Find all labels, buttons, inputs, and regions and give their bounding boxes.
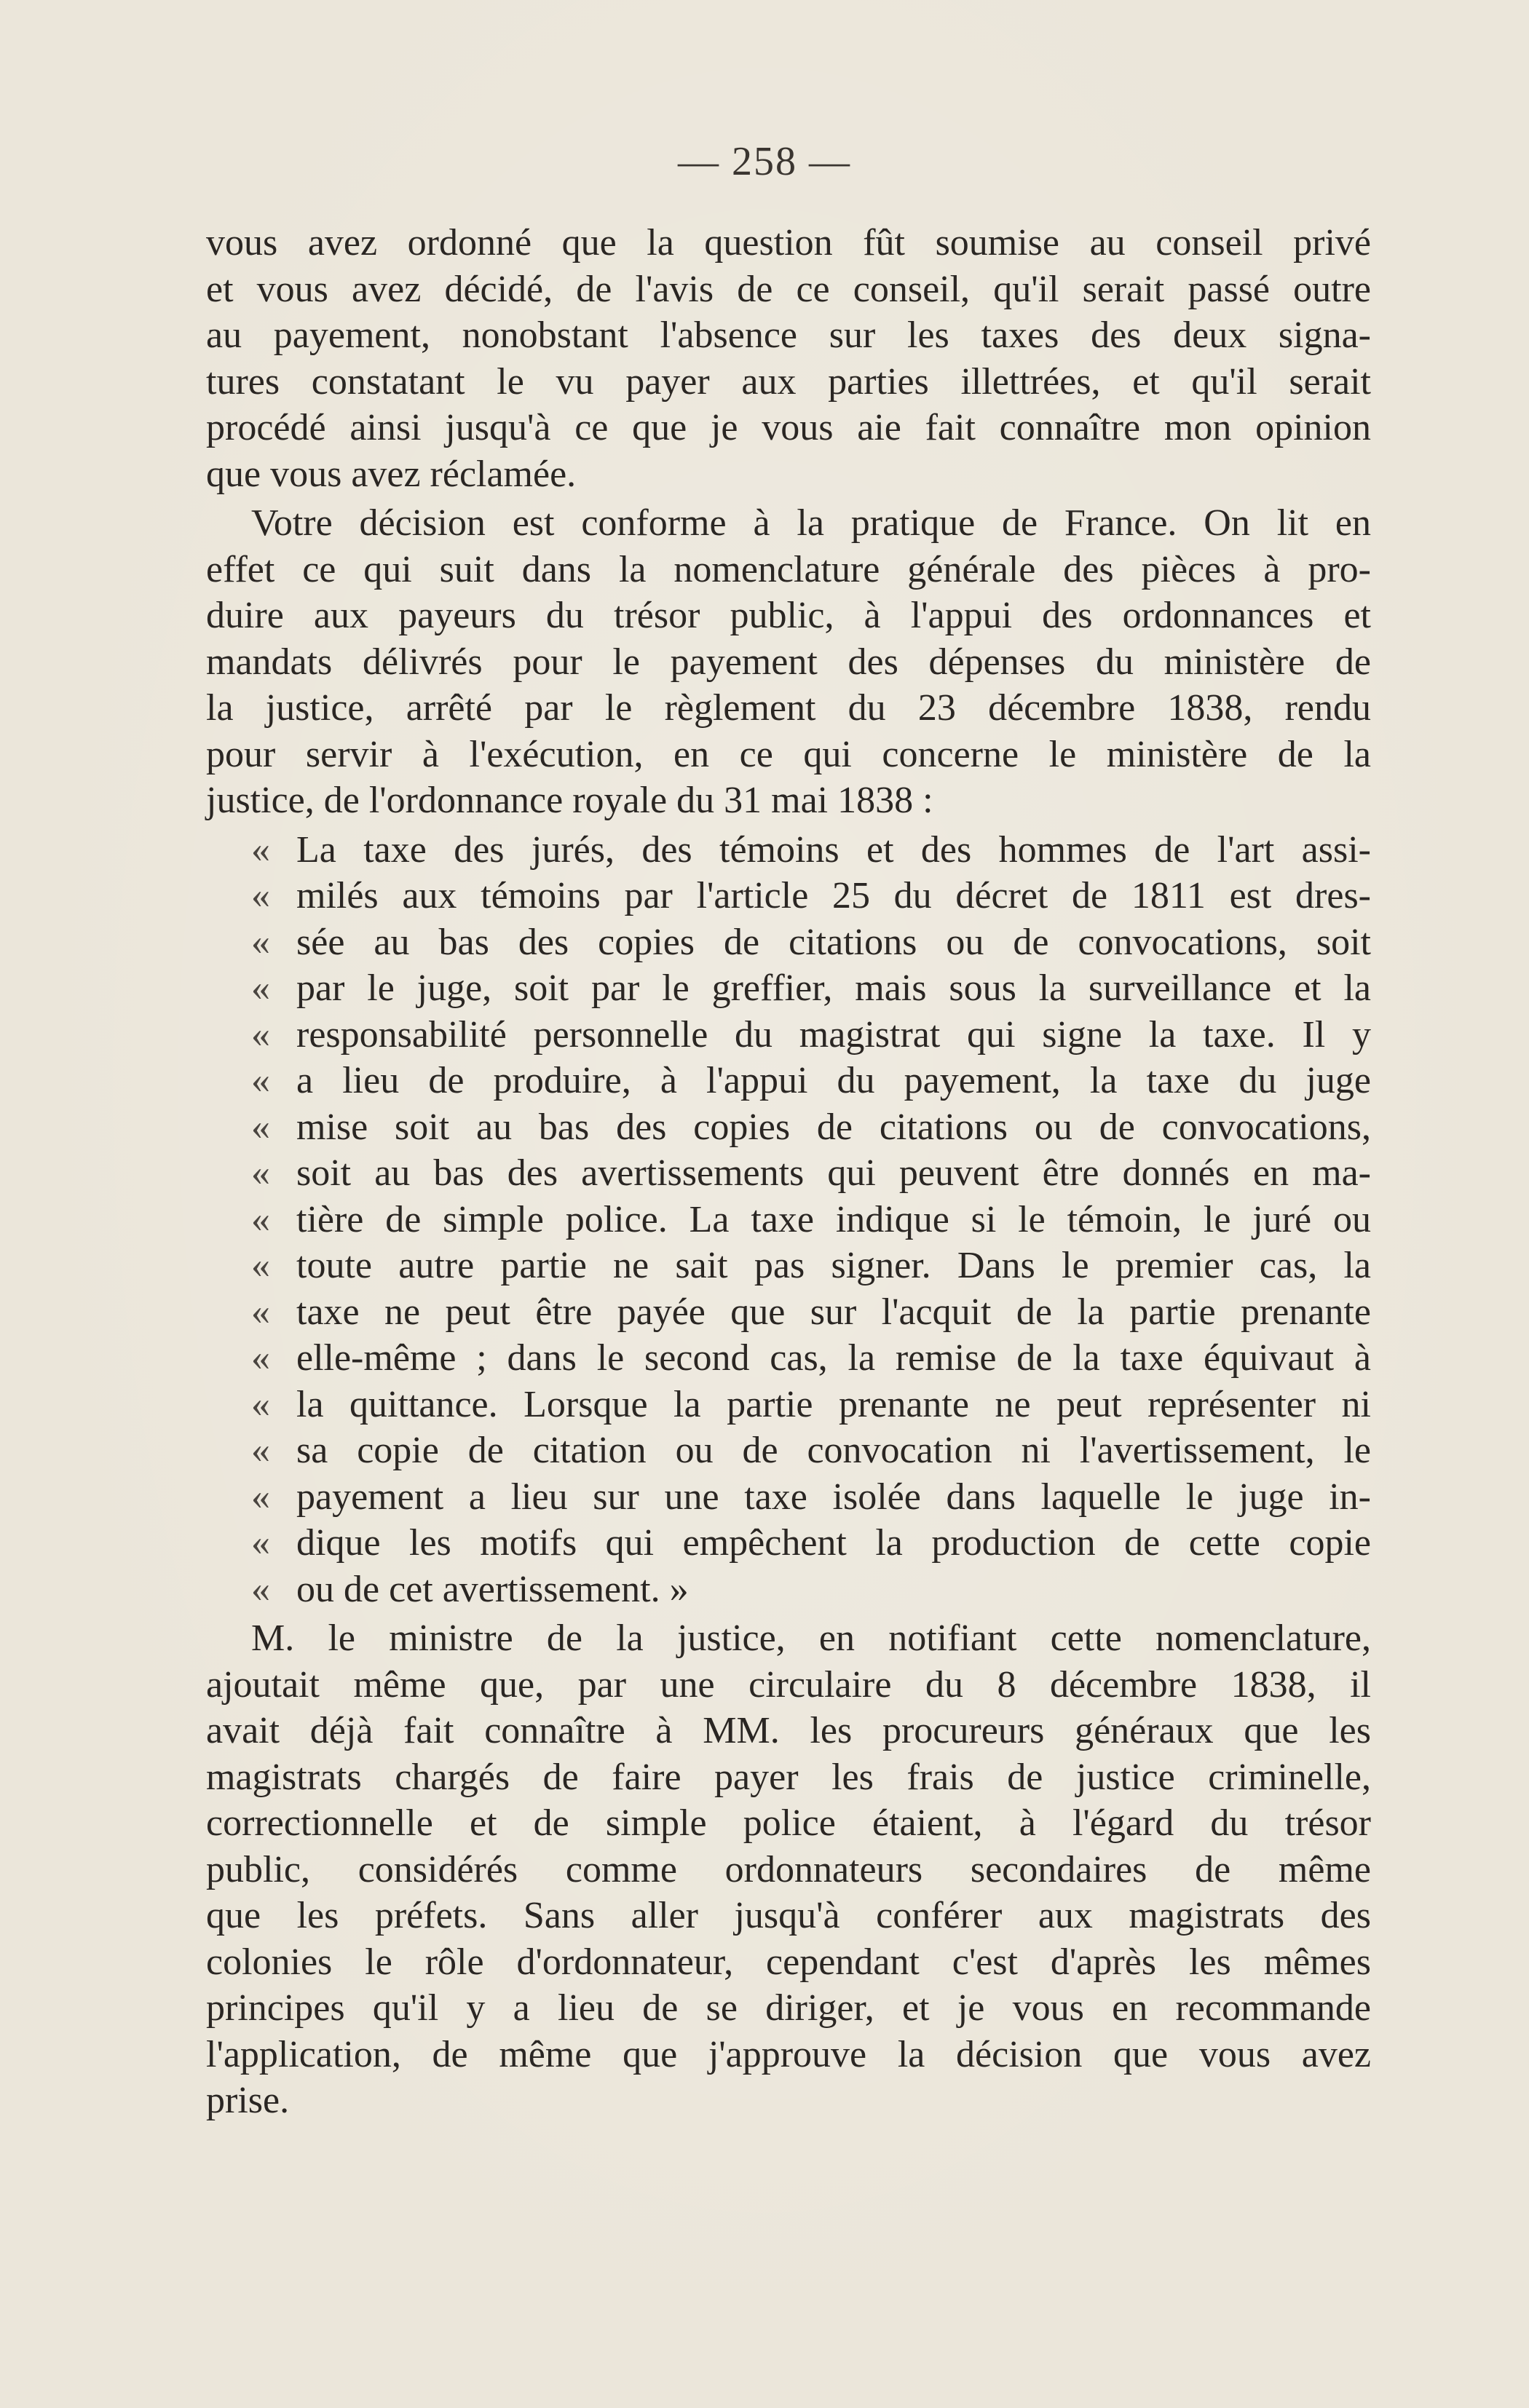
- text-line: effet ce qui suit dans la nomenclature générale des pièces à pro-: [206, 548, 1371, 590]
- text-line: et vous avez décidé, de l'avis de ce conseil, qu'il serait passé outre: [206, 268, 1371, 310]
- quote-line: [206, 873, 1371, 919]
- text-line: tures constatant le vu payer aux parties illettrées, et qu'il serait: [206, 360, 1371, 403]
- quote-line: [206, 919, 1371, 966]
- quote-text: responsabilité personnelle du magistrat qui signe la taxe. Il y: [296, 1013, 1371, 1056]
- paragraph-3: [206, 1615, 1371, 2124]
- text-line: mandats délivrés pour le payement des dépenses du ministère de: [206, 641, 1371, 683]
- quote-mark: «: [251, 1152, 270, 1194]
- quote-line: [206, 1012, 1371, 1058]
- quote-mark: «: [251, 967, 270, 1009]
- quote-line: [206, 965, 1371, 1012]
- quote-line: [206, 1197, 1371, 1243]
- quote-text: ou de cet avertissement. »: [296, 1568, 689, 1610]
- quote-mark: «: [251, 828, 270, 871]
- quote-mark: «: [251, 875, 270, 916]
- quote-text: taxe ne peut être payée que sur l'acquit de la partie prenante: [296, 1291, 1371, 1333]
- quote-mark: «: [251, 1337, 270, 1379]
- text-line: duire aux payeurs du trésor public, à l'appui des ordonnances et: [206, 595, 1371, 636]
- quote-line: [206, 1427, 1371, 1474]
- quote-line: [206, 1567, 1371, 1613]
- quote-mark: «: [251, 1383, 270, 1425]
- quote-text: elle-même ; dans le second cas, la remise de la taxe équivaut à: [296, 1337, 1371, 1379]
- quote-text: tière de simple police. La taxe indique si le témoin, le juré ou: [296, 1198, 1371, 1240]
- quote-text: La taxe des jurés, des témoins et des hommes de l'art assi-: [296, 828, 1371, 871]
- quote-mark: «: [251, 1106, 270, 1148]
- text-line: colonies le rôle d'ordonnateur, cependant c'est d'après les mêmes: [206, 1941, 1371, 1983]
- quote-line: [206, 827, 1371, 874]
- quote-text: payement a lieu sur une taxe isolée dans laquelle le juge in-: [296, 1476, 1371, 1518]
- text-line: pour servir à l'exécution, en ce qui concerne le ministère de la: [206, 733, 1371, 775]
- text-line: Votre décision est conforme à la pratique de France. On lit en: [251, 502, 1371, 544]
- quote-mark: «: [251, 1291, 270, 1333]
- quote-text: sa copie de citation ou de convocation ni l'avertissement, le: [296, 1430, 1371, 1471]
- text-line: ajoutait même que, par une circulaire du 8 décembre 1838, il: [206, 1663, 1371, 1706]
- quote-line: [206, 1474, 1371, 1521]
- quote-text: mise soit au bas des copies de citations ou de convocations,: [296, 1106, 1371, 1148]
- quote-line: [206, 1243, 1371, 1289]
- text-line: magistrats chargés de faire payer les frais de justice criminelle,: [206, 1756, 1371, 1798]
- quote-line: [206, 1382, 1371, 1428]
- quote-mark: «: [251, 1060, 270, 1101]
- quote-mark: «: [251, 1430, 270, 1471]
- text-line: avait déjà fait connaître à MM. les procureurs généraux que les: [206, 1710, 1371, 1751]
- paragraph-1: [206, 220, 1371, 497]
- quote-text: milés aux témoins par l'article 25 du décret de 1811 est dres-: [296, 875, 1371, 916]
- quotation-block: [206, 827, 1371, 1613]
- text-line: M. le ministre de la justice, en notifiant cette nomenclature,: [251, 1617, 1371, 1659]
- quote-mark: «: [251, 1476, 270, 1518]
- quote-mark: «: [251, 1198, 270, 1240]
- page-number: — 258 —: [678, 139, 851, 184]
- quote-mark: «: [251, 921, 270, 963]
- text-line: vous avez ordonné que la question fût soumise au conseil privé: [206, 222, 1371, 264]
- paragraph-2: [206, 500, 1371, 824]
- text-line: au payement, nonobstant l'absence sur les taxes des deux signa-: [206, 314, 1371, 356]
- quote-mark: «: [251, 1013, 270, 1056]
- quote-mark: «: [251, 1522, 270, 1564]
- quote-line: [206, 1150, 1371, 1197]
- text-line: public, considérés comme ordonnateurs secondaires de même: [206, 1848, 1371, 1890]
- text-line: procédé ainsi jusqu'à ce que je vous aie fait connaître mon opinion: [206, 407, 1371, 448]
- quote-mark: «: [251, 1245, 270, 1286]
- text-line: prise.: [206, 2080, 290, 2121]
- quote-text: dique les motifs qui empêchent la production de cette copie: [296, 1522, 1371, 1564]
- quote-line: [206, 1520, 1371, 1567]
- text-line: principes qu'il y a lieu de se diriger, et je vous en recommande: [206, 1987, 1371, 2029]
- text-line: la justice, arrêté par le règlement du 23 décembre 1838, rendu: [206, 687, 1371, 729]
- quote-text: sée au bas des copies de citations ou de convocations, soit: [296, 921, 1371, 963]
- quote-line: [206, 1289, 1371, 1336]
- quote-text: soit au bas des avertissements qui peuvent être donnés en ma-: [296, 1152, 1371, 1194]
- quote-text: toute autre partie ne sait pas signer. Dans le premier cas, la: [296, 1245, 1371, 1286]
- text-line: que les préfets. Sans aller jusqu'à conférer aux magistrats des: [206, 1895, 1371, 1936]
- quote-text: la quittance. Lorsque la partie prenante ne peut représenter ni: [296, 1383, 1371, 1425]
- text-line: justice, de l'ordonnance royale du 31 mai 1838 :: [206, 780, 933, 821]
- quote-mark: «: [251, 1568, 270, 1610]
- quote-line: [206, 1104, 1371, 1151]
- page-body: [206, 220, 1371, 2124]
- quote-line: [206, 1335, 1371, 1382]
- text-line: l'application, de même que j'approuve la décision que vous avez: [206, 2033, 1371, 2075]
- quote-text: par le juge, soit par le greffier, mais sous la surveillance et la: [296, 967, 1371, 1009]
- text-line: correctionnelle et de simple police étaient, à l'égard du trésor: [206, 1802, 1371, 1844]
- text-line: que vous avez réclamée.: [206, 453, 577, 495]
- quote-line: [206, 1058, 1371, 1104]
- quote-text: a lieu de produire, à l'appui du payement, la taxe du juge: [296, 1060, 1371, 1101]
